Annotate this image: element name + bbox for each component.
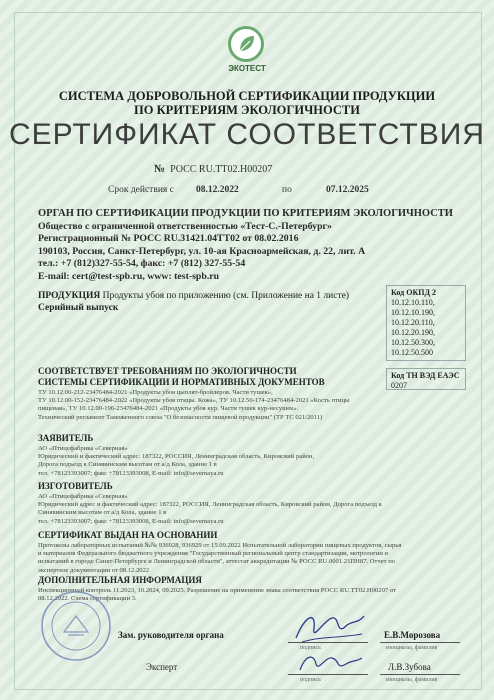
basis-line: и материалов Федерального бюджетного учреждения "Государственный региональный центр стандартизации, метрологии и <box>38 550 389 558</box>
product-block <box>38 290 368 314</box>
organ-phone: тел.: +7 (812)327-55-54, факс: +7 (812) 327-55-54 <box>38 258 246 269</box>
expert-caption-name: инициалы, фамилия <box>386 677 438 683</box>
requirements-line: ТУ 10.12.00-152-23476484-2022 «Продукты убоя птицы. Кожа», ТУ 10.12.50-174-23476484-2021 «Кость птицы <box>38 397 350 405</box>
expert-name-line <box>380 674 460 675</box>
seal-stamp <box>38 588 114 664</box>
expert-label: Эксперт <box>146 662 178 672</box>
leaf-icon <box>228 26 264 62</box>
certification-organ <box>38 208 458 283</box>
head-name-line <box>380 642 460 643</box>
manufacturer-line: Синявинским высотам от а/д Кола, здание 1 в <box>38 509 167 517</box>
okpd-code: 10.12.50.300, <box>391 338 435 347</box>
okpd-code: 10.12.10.190, <box>391 308 435 317</box>
basis-lines <box>38 542 468 575</box>
requirements-title2: СИСТЕМЫ СЕРТИФИКАЦИИ И НОРМАТИВНЫХ ДОКУМЕНТОВ <box>38 377 325 387</box>
validity-label: Срок действия с <box>108 185 174 195</box>
product-serial: Серийный выпуск <box>38 303 119 313</box>
applicant-line: Дорога подъезд к Синявинским высотам от а/д Кола, здание 1 в <box>38 461 217 469</box>
okpd-box <box>386 285 466 361</box>
applicant-line: Юридический и фактический адрес: 187322, РОССИЯ, Ленинградская область, Кировский район, <box>38 453 315 461</box>
organ-name: Общество с ограниченной ответственностью «Тест-С.-Петербург» <box>38 220 332 232</box>
applicant-lines <box>38 445 468 478</box>
tnved-box <box>386 368 466 390</box>
manufacturer-line: АО «Птицефабрика «Северная» <box>38 493 128 500</box>
manufacturer-line: тел. +78123393007; факс +78123393008, E-mail: info@severnaya.ru <box>38 517 224 525</box>
requirements-title1: СООТВЕТСТВУЕТ ТРЕБОВАНИЯМ ПО ЭКОЛОГИЧНОСТИ <box>38 366 297 376</box>
head-caption-sign: подпись <box>300 645 321 651</box>
okpd-code: 10.12.20.110, <box>391 318 435 327</box>
expert-signature <box>296 648 366 676</box>
basis-line: экспертизе документации от 08.12.2022 <box>38 566 150 574</box>
okpd-title: Код ОКПД 2 <box>391 288 436 297</box>
tnved-title: Код ТН ВЭД ЕАЭС <box>391 371 460 380</box>
validity-from: 08.12.2022 <box>196 185 239 195</box>
requirements-line: Технический регламент Таможенного союза "О безопасности пищевой продукции" (ТР ТС 021/2011) <box>38 413 323 421</box>
head-label: Зам. руководителя органа <box>118 630 224 640</box>
extra-title: ДОПОЛНИТЕЛЬНАЯ ИНФОРМАЦИЯ <box>38 575 202 585</box>
manufacturer-line: Юридический адрес и фактический адрес: 187322, РОССИЯ, Ленинградская область, Кировский район, Дорога подъезд к <box>38 501 382 509</box>
basis-line: Протоколы лабораторных испытаний №№ 936928, 936929 от 15.09.2022 Испытательной лаборатории пищевых продуктов, сырья <box>38 542 402 549</box>
number-value: РОСС RU.ТТ02.Н00207 <box>170 164 273 175</box>
validity-by-label: по <box>282 185 292 195</box>
certificate-title: СЕРТИФИКАТ СООТВЕТСТВИЯ <box>9 118 485 151</box>
okpd-code: 10.12.50.500 <box>391 348 433 357</box>
ecotest-logo <box>222 26 272 86</box>
organ-address: 190103, Россия, Санкт-Петербург, ул. 10-ая Красноармейская, д. 22, лит. А <box>38 245 366 257</box>
product-text: Продукты убоя по приложению (см. Приложение на 1 листе) <box>102 291 349 301</box>
extra-line: 08.12.2022. Схема сертификации 3. <box>38 595 137 603</box>
applicant-line: тел. +78123393007; факс +78123393008, E-mail: info@severnaya.ru <box>38 469 224 477</box>
applicant-title: ЗАЯВИТЕЛЬ <box>38 433 94 443</box>
expert-caption-sign: подпись <box>300 677 321 683</box>
expert-name: Л.В.Зубова <box>388 662 431 672</box>
basis-title: СЕРТИФИКАТ ВЫДАН НА ОСНОВАНИИ <box>38 530 218 540</box>
manufacturer-lines <box>38 493 468 526</box>
extra-line: Инспекционный контроль 11.2023, 10.2024, 09.2025. Разрешение на применение знака соответствия РОСС RU.ТТ02.Н00207 от <box>38 587 396 594</box>
header-line1: СИСТЕМА ДОБРОВОЛЬНОЙ СЕРТИФИКАЦИИ ПРОДУКЦИИ <box>58 89 436 103</box>
header-line2: ПО КРИТЕРИЯМ ЭКОЛОГИЧНОСТИ <box>134 103 360 117</box>
applicant-line: АО «Птицефабрика «Северная» <box>38 445 128 452</box>
head-caption-name: инициалы, фамилия <box>386 645 438 651</box>
basis-line: испытаний в городе Санкт-Петербурге и Ленинградской области", аттестат аккредитации № РОСС RU.0001.21ПН87. Отчет по <box>38 558 396 566</box>
organ-title: ОРГАН ПО СЕРТИФИКАЦИИ ПРОДУКЦИИ ПО КРИТЕРИЯМ ЭКОЛОГИЧНОСТИ <box>38 208 453 219</box>
okpd-code: 10.12.20.190, <box>391 328 435 337</box>
organ-reg: Регистрационный № РОСС RU.31421.04ТТ02 от 08.02.2016 <box>38 233 299 244</box>
validity-to: 07.12.2025 <box>326 185 369 195</box>
requirements-line: ТУ 10.12.00-212-23476484-2021 «Продукты убоя цыплят-бройлеров. Части тушек», <box>38 389 273 396</box>
tnved-code: 0207 <box>391 381 407 390</box>
okpd-code: 10.12.10.110, <box>391 298 435 307</box>
head-name: Е.В.Морозова <box>384 630 441 640</box>
number-label: № <box>154 163 166 175</box>
organ-email: E-mail: cert@test-spb.ru, www: test-spb.ru <box>38 270 220 282</box>
head-signature <box>292 608 368 648</box>
requirements-lines <box>38 389 468 422</box>
certificate-number <box>154 163 272 175</box>
requirements-line: пищевая», ТУ 10.12.00-196-23476484-2021 «Продукты убоя кур. Части тушек кур-несушек». <box>38 405 299 413</box>
logo-text: ЭКОТЕСТ <box>228 64 266 73</box>
manufacturer-title: ИЗГОТОВИТЕЛЬ <box>38 481 113 491</box>
product-label: ПРОДУКЦИЯ <box>38 291 101 301</box>
